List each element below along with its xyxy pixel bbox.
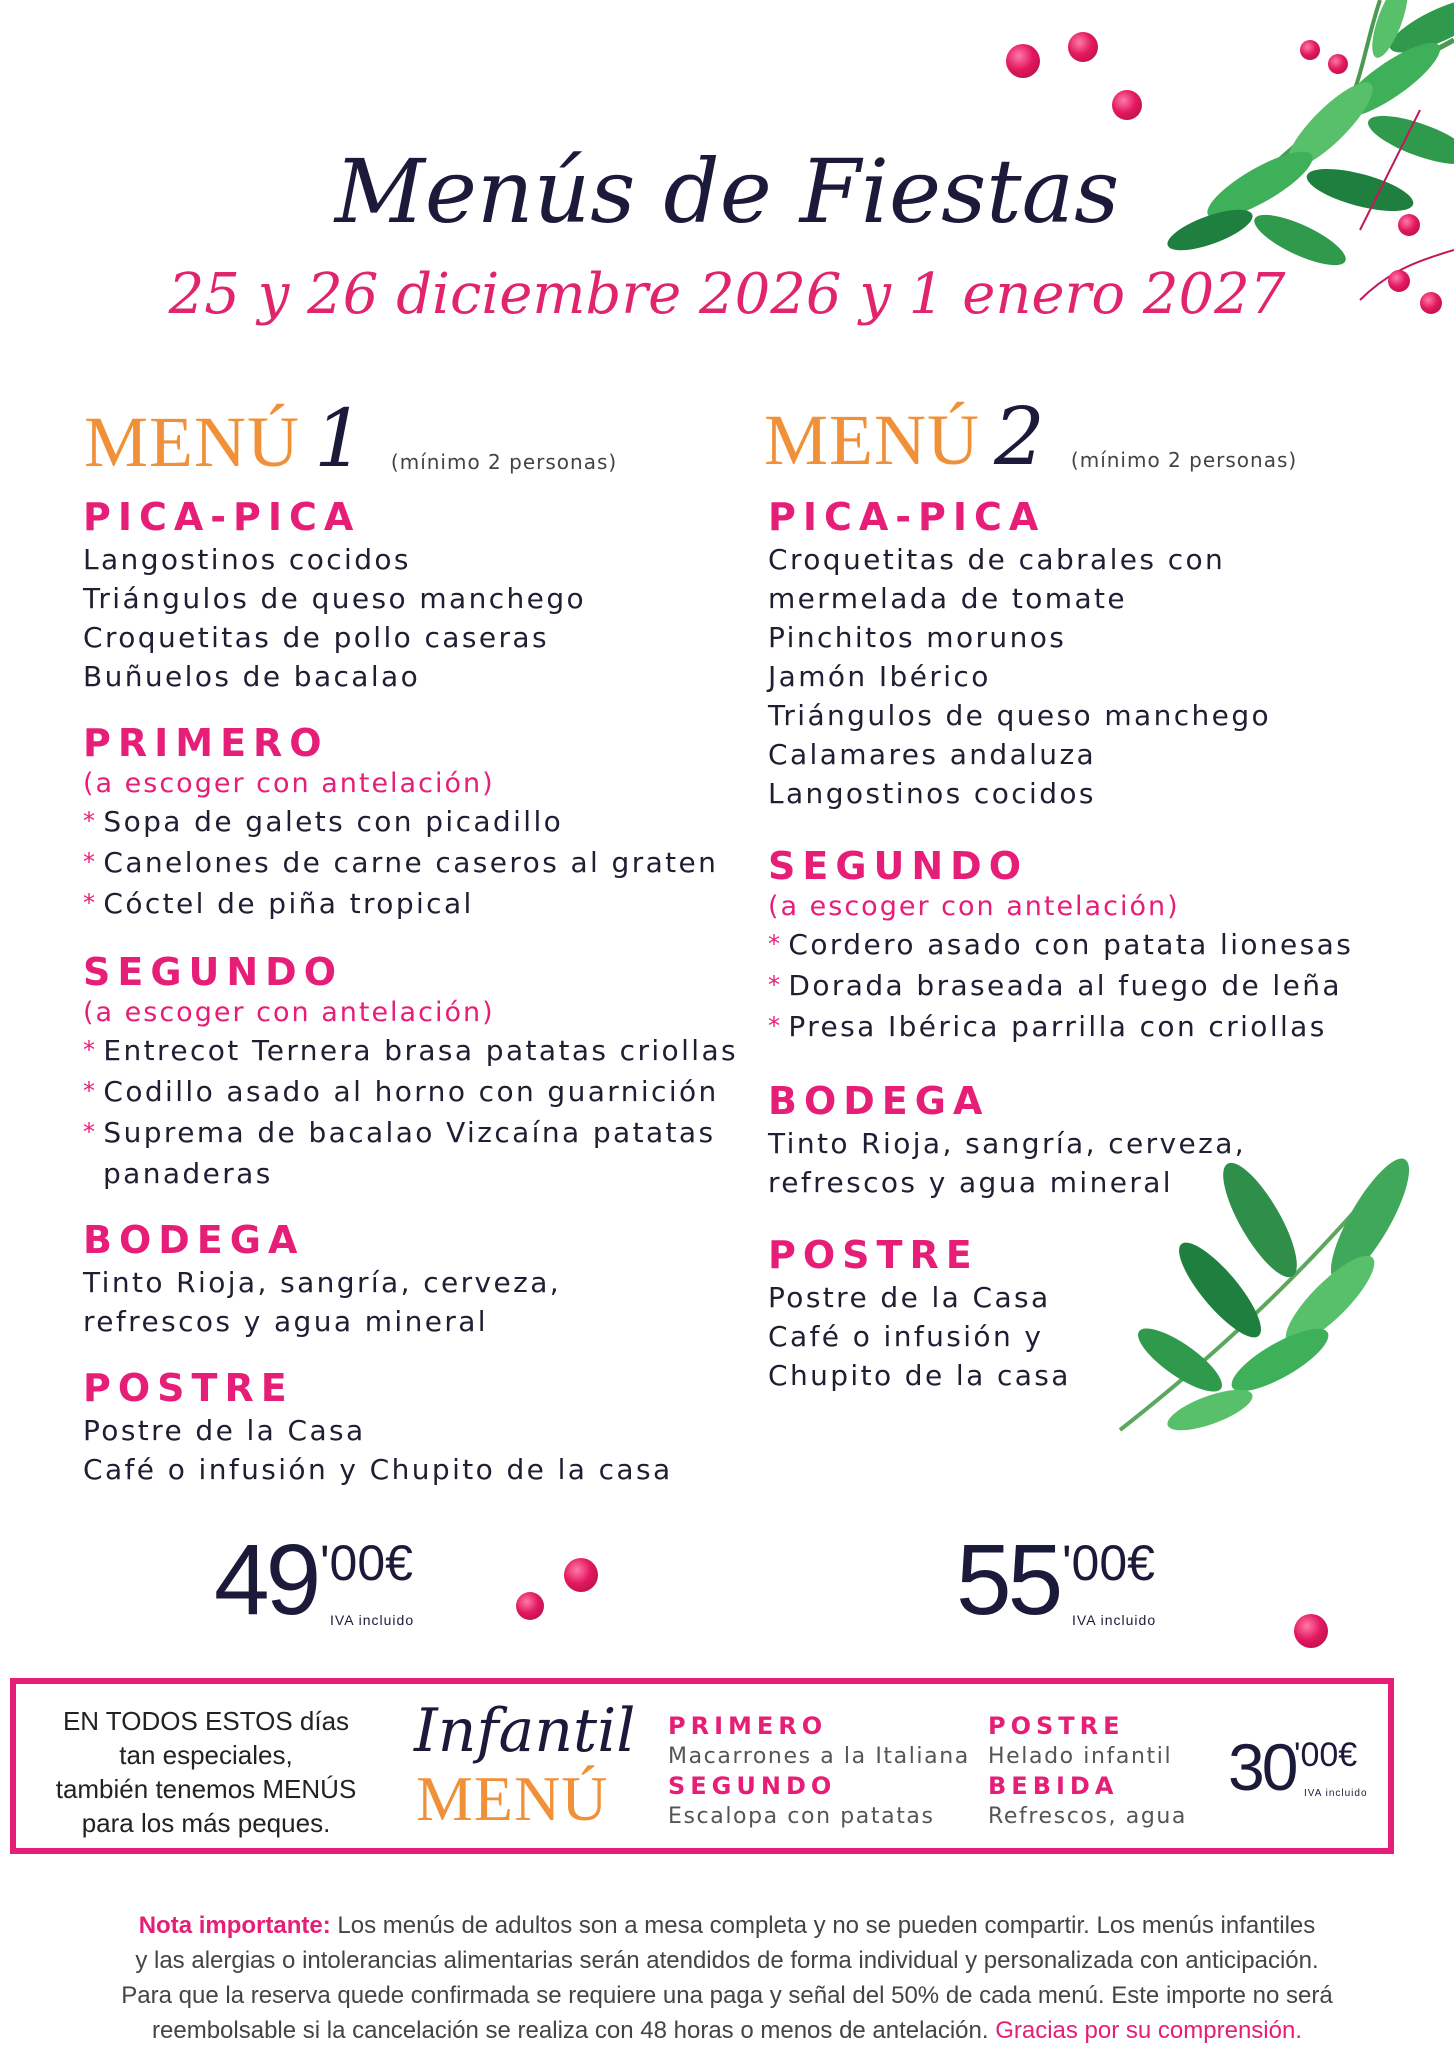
kids-menu-intro xyxy=(26,1704,386,1840)
kids-intro-line: EN TODOS ESTOS días xyxy=(62,1706,350,1736)
menu2-segundo-title: SEGUNDO xyxy=(768,844,1029,888)
menu2-pica-item: Triángulos de queso manchego xyxy=(768,699,1272,732)
kids-menu-title-menu: MENÚ xyxy=(416,1763,609,1834)
menu1-primero-item: * Sopa de galets con picadillo xyxy=(83,802,733,843)
kids-menu-price xyxy=(1228,1730,1388,1824)
note-line: y las alergias o intolerancias alimentarias serán atendidos de forma individual y personalizada con anticipación. xyxy=(135,1947,1319,1974)
menu2-heading xyxy=(764,390,1297,483)
menu1-segundo-title: SEGUNDO xyxy=(83,950,344,994)
menu1-bodega-item: refrescos y agua mineral xyxy=(83,1305,488,1338)
menu2-minimum-note: (mínimo 2 personas) xyxy=(1070,447,1298,472)
berry-decoration xyxy=(1328,54,1348,74)
kids-price-amount: 30 xyxy=(1228,1730,1296,1804)
menu1-heading xyxy=(84,392,617,485)
menu2-postre-item: Postre de la Casa xyxy=(768,1281,1051,1314)
kids-intro-line: también tenemos MENÚS xyxy=(55,1774,357,1804)
menu2-segundo-item: * Cordero asado con patata lionesas xyxy=(768,925,1418,966)
menu2-pica-item: Croquetitas de cabrales con xyxy=(768,543,1226,576)
kids-bebida-title: BEBIDA xyxy=(988,1772,1119,1800)
menu1-bodega-item: Tinto Rioja, sangría, cerveza, xyxy=(83,1266,562,1299)
menu2-bodega-item: refrescos y agua mineral xyxy=(768,1166,1173,1199)
kids-primero-title: PRIMERO xyxy=(668,1712,828,1740)
kids-menu-title-word: Infantil xyxy=(414,1696,636,1766)
menu2-price-iva: IVA incluido xyxy=(1072,1612,1157,1628)
kids-price-iva: IVA incluido xyxy=(1304,1788,1368,1799)
menu1-price xyxy=(214,1524,474,1650)
note-line: reembolsable si la cancelación se realiza con 48 horas o menos de antelación. xyxy=(152,2017,989,2044)
menu1-pica-item: Langostinos cocidos xyxy=(83,543,411,576)
note-thanks: Gracias por su comprensión. xyxy=(995,2017,1302,2044)
menu2-pica-item: Calamares andaluza xyxy=(768,738,1097,771)
kids-segundo-item: Escalopa con patatas xyxy=(668,1804,935,1829)
kids-price-cents: '00€ xyxy=(1294,1736,1358,1774)
menu2-postre-title: POSTRE xyxy=(768,1233,979,1277)
menu1-pica-item: Triángulos de queso manchego xyxy=(83,582,587,615)
menu2-pica-item: Langostinos cocidos xyxy=(768,777,1096,810)
note-line: Para que la reserva quede confirmada se requiere una paga y señal del 50% de cada menú. Este importe no será xyxy=(121,1982,1333,2009)
kids-segundo-title: SEGUNDO xyxy=(668,1772,837,1800)
berry-decoration xyxy=(1112,90,1142,120)
menu2-price-cents: '00€ xyxy=(1062,1535,1155,1591)
kids-postre-title: POSTRE xyxy=(988,1712,1125,1740)
menu1-minimum-note: (mínimo 2 personas) xyxy=(390,449,618,474)
menu1-primero-title: PRIMERO xyxy=(83,721,329,765)
menu2-pica-title: PICA-PICA xyxy=(768,495,1046,539)
menu1-primero-item: * Canelones de carne caseros al graten xyxy=(83,843,733,884)
kids-bebida-item: Refrescos, agua xyxy=(988,1804,1188,1829)
berry-decoration xyxy=(564,1558,598,1592)
menu2-price xyxy=(956,1524,1216,1650)
menu1-segundo-item: * Codillo asado al horno con guarnición xyxy=(83,1072,733,1113)
menu1-price-cents: '00€ xyxy=(320,1535,413,1591)
menu1-pica-item: Buñuelos de bacalao xyxy=(83,660,421,693)
berry-decoration xyxy=(1300,40,1320,60)
menu1-primero-item: * Cóctel de piña tropical xyxy=(83,884,733,925)
berry-decoration xyxy=(516,1592,544,1620)
menu2-segundo-subtitle: (a escoger con antelación) xyxy=(768,891,1180,922)
menu1-label: MENÚ xyxy=(84,402,300,482)
menu1-segundo-item: * Suprema de bacalao Vizcaína patatas xyxy=(83,1113,733,1154)
menu1-postre-item: Café o infusión y Chupito de la casa xyxy=(83,1453,673,1486)
menu1-pica-item: Croquetitas de pollo caseras xyxy=(83,621,549,654)
kids-primero-item: Macarrones a la Italiana xyxy=(668,1744,970,1769)
menu1-segundo-item-cont: panaderas xyxy=(103,1157,273,1190)
event-dates: 25 y 26 diciembre 2026 y 1 enero 2027 xyxy=(168,262,1286,327)
menu2-number: 2 xyxy=(994,390,1045,483)
menu1-postre-title: POSTRE xyxy=(83,1366,294,1410)
berry-decoration xyxy=(1006,44,1040,78)
menu1-primero-subtitle: (a escoger con antelación) xyxy=(83,768,495,799)
menu1-pica-title: PICA-PICA xyxy=(83,495,361,539)
menu2-bodega-item: Tinto Rioja, sangría, cerveza, xyxy=(768,1127,1247,1160)
menu1-price-iva: IVA incluido xyxy=(330,1612,415,1628)
menu2-pica-item: Pinchitos morunos xyxy=(768,621,1067,654)
berry-decoration xyxy=(1068,32,1098,62)
menu1-segundo-item: * Entrecot Ternera brasa patatas criollas xyxy=(83,1031,733,1072)
menu2-label: MENÚ xyxy=(764,400,980,480)
kids-postre-item: Helado infantil xyxy=(988,1744,1173,1769)
berry-decoration xyxy=(1294,1614,1328,1648)
menu2-price-amount: 55 xyxy=(956,1524,1060,1636)
menu2-postre-item: Chupito de la casa xyxy=(768,1359,1071,1392)
note-label: Nota importante: xyxy=(138,1912,331,1939)
menu2-pica-item: Jamón Ibérico xyxy=(768,660,991,693)
menu1-column xyxy=(83,494,738,1489)
menu1-number: 1 xyxy=(314,392,365,485)
important-note xyxy=(10,1908,1444,2048)
kids-menu-box xyxy=(10,1678,1394,1854)
menu1-segundo-subtitle: (a escoger con antelación) xyxy=(83,997,495,1028)
menu2-postre-item: Café o infusión y xyxy=(768,1320,1044,1353)
menu2-pica-item: mermelada de tomate xyxy=(768,582,1128,615)
menu1-bodega-title: BODEGA xyxy=(83,1218,305,1262)
note-line: Los menús de adultos son a mesa completa y no se pueden compartir. Los menús infantiles xyxy=(337,1912,1316,1939)
menu2-bodega-title: BODEGA xyxy=(768,1079,990,1123)
kids-intro-line: tan especiales, xyxy=(119,1740,293,1770)
menu2-segundo-item: * Dorada braseada al fuego de leña xyxy=(768,966,1418,1007)
menu2-segundo-item: * Presa Ibérica parrilla con criollas xyxy=(768,1007,1418,1048)
menu1-price-amount: 49 xyxy=(214,1524,318,1636)
kids-intro-line: para los más peques. xyxy=(81,1808,331,1838)
page-title: Menús de Fiestas xyxy=(334,140,1120,243)
menu1-postre-item: Postre de la Casa xyxy=(83,1414,366,1447)
leaf-branch-middle-decoration xyxy=(1100,1150,1420,1450)
